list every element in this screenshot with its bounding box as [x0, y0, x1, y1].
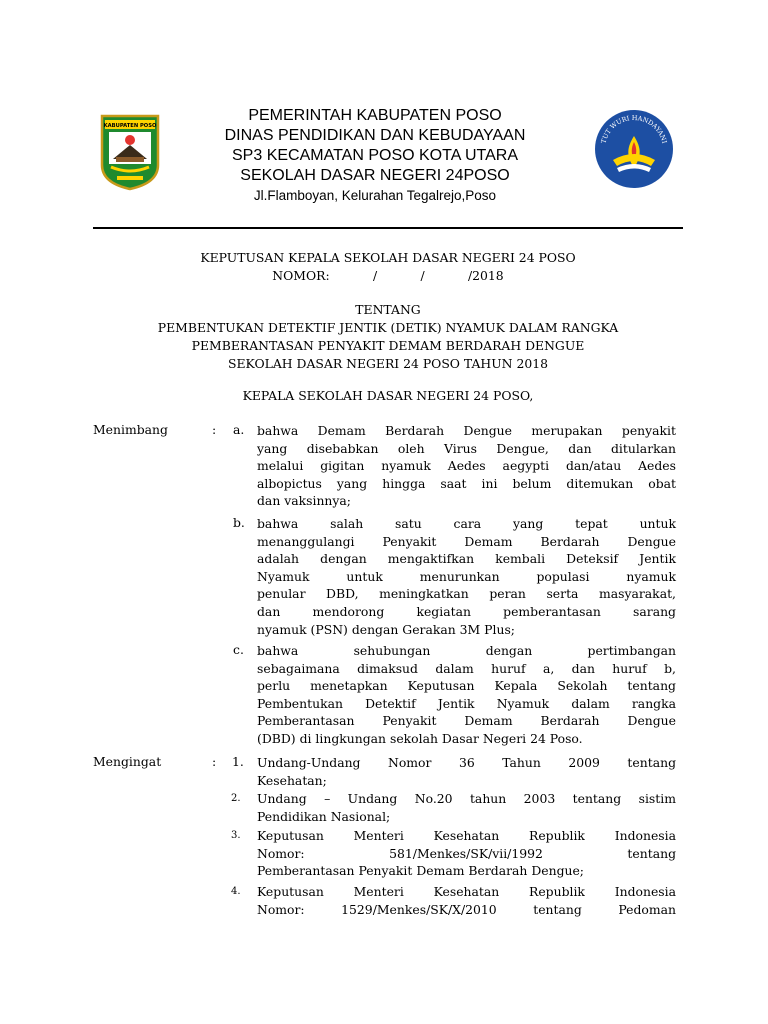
clause-a: [257, 422, 676, 510]
mengingat-colon: :: [212, 754, 217, 769]
reference-line: Pemberantasan Penyakit Demam Berdarah Dengue;: [257, 863, 584, 879]
reference-line: Nomor: 1529/Menkes/SK/X/2010 tentang Pedoman: [257, 901, 676, 917]
reference-4: [257, 883, 676, 918]
clause-line: bahwa salah satu cara yang tepat untuk: [257, 516, 676, 531]
clause-line: Pemberantasan Penyakit Demam Berdarah Dengue: [257, 713, 676, 729]
clause-line: melalui gigitan nyamuk Aedes aegypti dan/atau Aedes: [257, 458, 676, 474]
letterhead-line: SEKOLAH DASAR NEGERI 24POSO: [240, 167, 510, 184]
clause-line: bahwa Demam Berdarah Dengue merupakan penyakit: [257, 423, 676, 438]
mengingat-label: Mengingat: [93, 754, 162, 769]
clause-line: albopictus yang hingga saat ini belum ditemukan obat: [257, 475, 676, 491]
decree-subject: [93, 301, 683, 373]
menimbang-colon: :: [212, 422, 217, 437]
decree-title: KEPUTUSAN KEPALA SEKOLAH DASAR NEGERI 24 POSO: [200, 250, 576, 265]
reference-line: Keputusan Menteri Kesehatan Republik Indonesia: [257, 884, 676, 899]
reference-line: Keputusan Menteri Kesehatan Republik Indonesia: [257, 828, 676, 843]
reference-line: Undang-Undang Nomor 36 Tahun 2009 tentang: [257, 755, 676, 770]
clause-b: [257, 515, 676, 638]
emblem-caption: KABUPATEN POSO: [103, 123, 157, 129]
clause-line: sebagaimana dimaksud dalam huruf a, dan huruf b,: [257, 660, 676, 676]
emblem-motto: TUT WURI HANDAYANI: [599, 113, 669, 145]
reference-line: Nomor: 581/Menkes/SK/vii/1992 tentang: [257, 845, 676, 861]
letterhead-line: DINAS PENDIDIKAN DAN KEBUDAYAAN: [224, 127, 526, 144]
clause-line: bahwa sehubungan dengan pertimbangan: [257, 643, 676, 658]
reference-1: [257, 754, 676, 789]
reference-line: Undang – Undang No.20 tahun 2003 tentang sistim: [257, 791, 676, 806]
clause-marker: c.: [233, 642, 244, 657]
clause-line: adalah dengan mengaktifkan kembali Deteksif Jentik: [257, 551, 676, 567]
subject-heading: TENTANG: [355, 302, 421, 317]
decree-number: NOMOR: / / /2018: [272, 268, 504, 283]
letterhead-divider: [93, 227, 683, 229]
tut-wuri-handayani-emblem: [593, 108, 675, 190]
clause-line: penular DBD, meningkatkan peran serta masyarakat,: [257, 586, 676, 602]
subject-line: PEMBENTUKAN DETEKTIF JENTIK (DETIK) NYAMUK DALAM RANGKA: [157, 320, 619, 335]
issuer-title: KEPALA SEKOLAH DASAR NEGERI 24 POSO,: [242, 388, 534, 403]
clause-marker: 4.: [231, 886, 241, 897]
clause-marker: 2.: [231, 793, 241, 804]
clause-line: dan vaksinnya;: [257, 493, 351, 509]
clause-marker: 3.: [231, 830, 241, 841]
subject-line: PEMBERANTASAN PENYAKIT DEMAM BERDARAH DENGUE: [191, 338, 585, 353]
reference-line: Kesehatan;: [257, 772, 327, 788]
letterhead-address: Jl.Flamboyan, Kelurahan Tegalrejo,Poso: [253, 188, 497, 203]
clause-c: [257, 642, 676, 748]
letterhead: [160, 106, 590, 205]
subject-line: SEKOLAH DASAR NEGERI 24 POSO TAHUN 2018: [228, 356, 548, 371]
clause-marker: 1.: [232, 754, 244, 769]
reference-line: Pendidikan Nasional;: [257, 808, 391, 824]
reference-2: [257, 790, 676, 825]
clause-line: nyamuk (PSN) dengan Gerakan 3M Plus;: [257, 621, 515, 637]
letterhead-line: PEMERINTAH KABUPATEN POSO: [248, 107, 502, 124]
kabupaten-poso-emblem: [99, 113, 161, 191]
clause-line: menanggulangi Penyakit Demam Berdarah Dengue: [257, 533, 676, 549]
clause-line: yang disebabkan oleh Virus Dengue, dan ditularkan: [257, 440, 676, 456]
decree-issuer: [93, 387, 683, 405]
clause-marker: b.: [233, 515, 245, 530]
clause-line: perlu menetapkan Keputusan Kepala Sekolah tentang: [257, 678, 676, 694]
clause-line: dan mendorong kegiatan pemberantasan sarang: [257, 603, 676, 619]
decree-header: [93, 249, 683, 285]
letterhead-line: SP3 KECAMATAN POSO KOTA UTARA: [232, 147, 518, 164]
clause-line: Nyamuk untuk menurunkan populasi nyamuk: [257, 568, 676, 584]
reference-3: [257, 827, 676, 880]
clause-line: Pembentukan Detektif Jentik Nyamuk dalam rangka: [257, 695, 676, 711]
clause-marker: a.: [233, 422, 245, 437]
menimbang-label: Menimbang: [93, 422, 168, 437]
clause-line: (DBD) di lingkungan sekolah Dasar Negeri 24 Poso.: [257, 730, 583, 746]
